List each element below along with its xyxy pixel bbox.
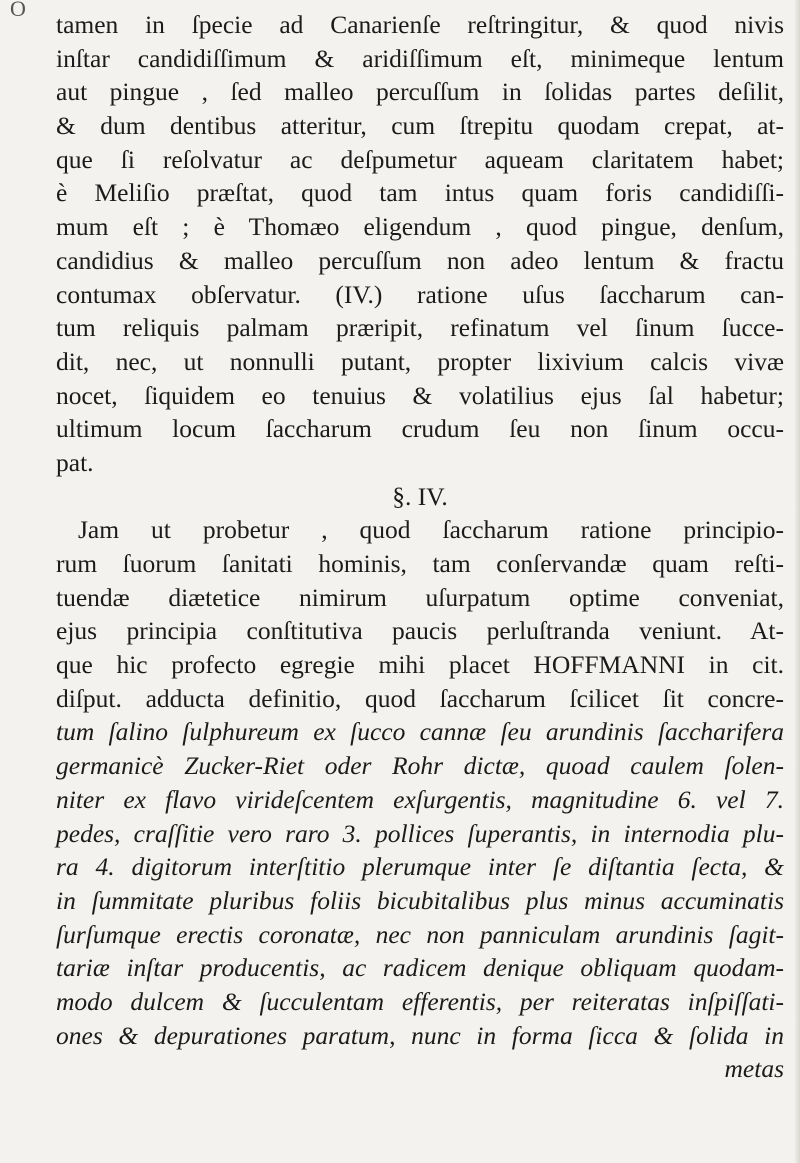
text-line: candidius & malleo percuſſum non adeo lentum & fractu <box>56 245 784 275</box>
text-line: aut pingue , ſed malleo percuſſum in ſolidas partes deſilit, <box>56 77 784 107</box>
text-line: è Meliſio præſtat, quod tam intus quam foris candidiſſi- <box>56 178 784 208</box>
page-corner-mark: O <box>10 0 26 21</box>
text-line: tamen in ſpecie ad Canarienſe reſtringitur, & quod nivis <box>56 10 784 39</box>
text-line: pat. <box>56 447 94 477</box>
text-line: mum eſt ; è Thomæo eligendum , quod pingue, denſum, <box>56 212 784 242</box>
text-line: inſtar candidiſſimum & aridiſſimum eſt, minimeque lentum <box>56 43 784 73</box>
body-text <box>56 8 784 1086</box>
text-line: rum ſuorum ſanitati hominis, tam conſervandæ quam reſti- <box>56 549 784 578</box>
text-line: ultimum locum ſaccharum crudum ſeu non ſinum occu- <box>56 414 784 444</box>
text-line: que ſi reſolvatur ac deſpumetur aqueam claritatem habet; <box>56 144 784 174</box>
text-line-italic: germanicè Zucker-Riet oder Rohr dictæ, quoad caulem ſolen- <box>56 751 784 781</box>
text-line-italic: tum ſalino ſulphureum ex ſucco cannæ ſeu arundinis ſaccharifera <box>56 717 784 747</box>
text-line: nocet, ſiquidem eo tenuius & volatilius ejus ſal habetur; <box>56 380 784 410</box>
text-line: ejus principia conſtitutiva paucis perluſtranda veniunt. At- <box>56 616 784 646</box>
text-line: & dum dentibus atteritur, cum ſtrepitu quodam crepat, at- <box>56 111 784 141</box>
text-line: Jam ut probetur , quod ſaccharum ratione principio- <box>78 515 784 545</box>
text-line-italic: pedes, craſſitie vero raro 3. pollices ſuperantis, in internodia plu- <box>56 818 784 848</box>
text-line: tum reliquis palmam præripit, refinatum vel ſinum ſucce- <box>56 313 784 343</box>
text-line: diſput. adducta definitio, quod ſaccharum ſcilicet ſit concre- <box>56 683 784 713</box>
text-line-italic: ra 4. digitorum interſtitio plerumque inter ſe diſtantia ſecta, & <box>56 852 784 882</box>
text-line-italic: ones & depurationes paratum, nunc in forma ſicca & ſolida in <box>56 1020 784 1050</box>
page-edge-shadow <box>794 0 800 1163</box>
text-line-italic: niter ex flavo virideſcentem exſurgentis, magnitudine 6. vel 7. <box>56 784 784 814</box>
section-heading: §. IV. <box>392 481 448 511</box>
text-line: tuendæ diætetice nimirum uſurpatum optime conveniat, <box>56 582 784 612</box>
text-line: dit, nec, ut nonnulli putant, propter lixivium calcis vivæ <box>56 346 784 376</box>
text-line-italic: in ſummitate pluribus foliis bicubitalibus plus minus accuminatis <box>56 885 784 915</box>
text-line: que hic profecto egregie mihi placet HOFFMANNI in cit. <box>56 650 784 680</box>
text-line-italic: ſurſumque erectis coronatæ, nec non panniculam arundinis ſagit- <box>56 919 784 949</box>
text-line-italic: tariæ inſtar producentis, ac radicem denique obliquam quodam- <box>56 953 784 983</box>
catchword: metas <box>724 1054 784 1084</box>
text-line: contumax obſervatur. (IV.) ratione uſus ſaccharum can- <box>56 279 784 309</box>
text-line-italic: modo dulcem & ſucculentam efferentis, per reiteratas inſpiſſati- <box>56 986 784 1016</box>
